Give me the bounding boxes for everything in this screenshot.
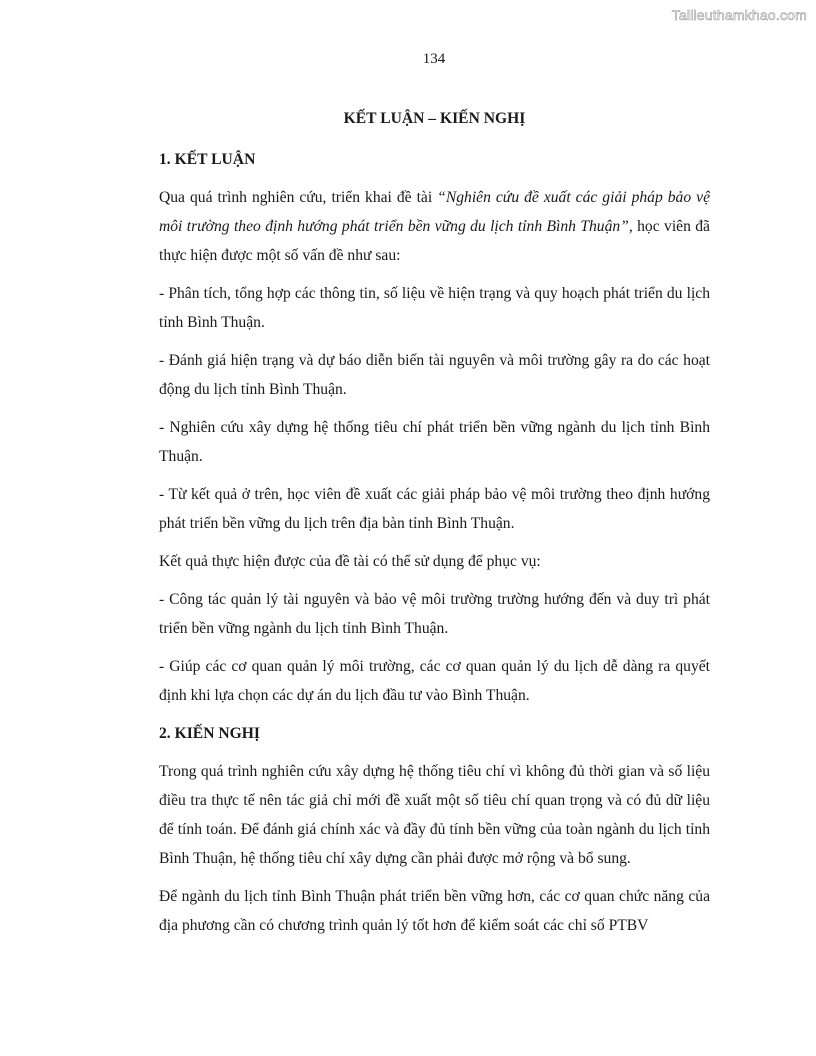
list-item: - Đánh giá hiện trạng và dự báo diễn biến tài nguyên và môi trường gây ra do các hoạt động du lịch tỉnh Bình Thuận. <box>159 352 710 398</box>
thesis-title: “Nghiên cứu đề xuất các giải pháp bảo vệ môi trường theo định hướng phát triển bền vững du lịch tỉnh Bình Thuận” <box>159 189 710 235</box>
intro-text-after: , học viên đã thực hiện được một số vấn đề như sau: <box>159 218 710 264</box>
conclusion-intro <box>159 183 710 270</box>
recommendation-paragraph: Để ngành du lịch tỉnh Bình Thuận phát triển bền vững hơn, các cơ quan chức năng của địa phương cần có chương trình quản lý tốt hơn để kiểm soát các chỉ số PTBV <box>159 888 710 934</box>
page-number: 134 <box>422 51 446 67</box>
list-item: - Nghiên cứu xây dựng hệ thống tiêu chí phát triển bền vững ngành du lịch tỉnh Bình Thuận. <box>159 419 710 465</box>
watermark: Tailieuthamkhao.com <box>671 7 807 23</box>
page-title: KẾT LUẬN – KIẾN NGHỊ <box>343 110 526 127</box>
intro-text-before: Qua quá trình nghiên cứu, triển khai đề tài <box>159 189 438 206</box>
list-item: - Công tác quản lý tài nguyên và bảo vệ môi trường trường hướng đến và duy trì phát triển bền vững ngành du lịch tỉnh Bình Thuận. <box>159 591 710 637</box>
page-content <box>159 100 710 949</box>
list-item: - Từ kết quả ở trên, học viên đề xuất các giải pháp bảo vệ môi trường theo định hướng phát triển bền vững du lịch trên địa bàn tỉnh Bình Thuận. <box>159 486 710 532</box>
section-heading-recommendation: 2. KIẾN NGHỊ <box>159 725 260 742</box>
recommendation-paragraph: Trong quá trình nghiên cứu xây dựng hệ thống tiêu chí vì không đủ thời gian và số liệu điều tra thực tế nên tác giả chỉ mới đề xuất một số tiêu chí quan trọng và có đủ dữ liệu để tính toán. Để đánh giá chính xác và đầy đủ tính bền vững của toàn ngành du lịch tỉnh Bình Thuận, hệ thống tiêu chí xây dựng cần phải được mở rộng và bổ sung. <box>159 763 710 867</box>
results-intro: Kết quả thực hiện được của đề tài có thể sử dụng để phục vụ: <box>159 553 541 570</box>
list-item: - Phân tích, tổng hợp các thông tin, số liệu về hiện trạng và quy hoạch phát triển du lịch tỉnh Bình Thuận. <box>159 285 710 331</box>
list-item: - Giúp các cơ quan quản lý môi trường, các cơ quan quản lý du lịch dễ dàng ra quyết định khi lựa chọn các dự án du lịch đầu tư vào Bình Thuận. <box>159 658 710 704</box>
section-heading-conclusion: 1. KẾT LUẬN <box>159 151 256 168</box>
